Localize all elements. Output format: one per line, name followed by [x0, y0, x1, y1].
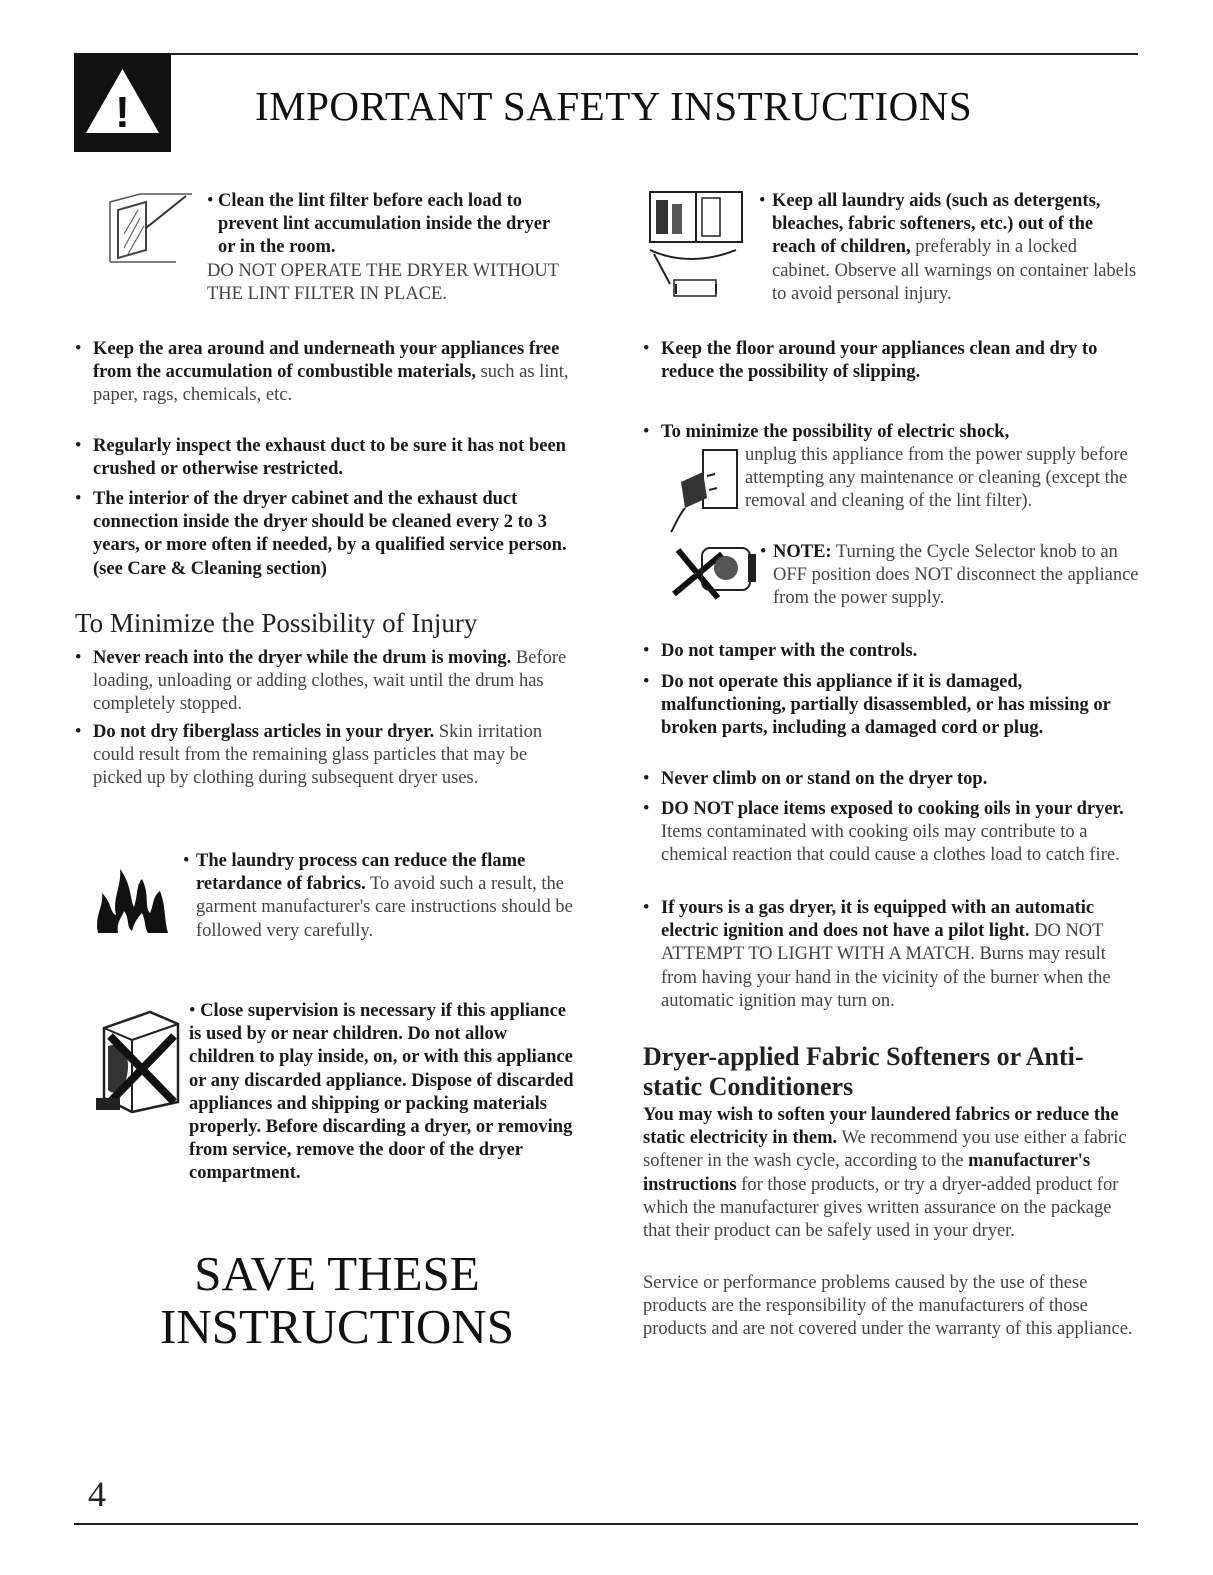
shock-detail — [745, 444, 1135, 514]
gas-item: • If yours is a gas dryer, it is equipped with an automatic electric ignition and does not have a pilot light. DO NOT ATTEMPT TO LIGHT WITH A MATCH. Burns may result from having your hand in the vicinity of the burner when the automatic ignition may turn on. — [643, 898, 1111, 1011]
oils-text: Items contaminated with cooking oils may contribute to a chemical reaction that could cause a clothes load to catch fire. — [661, 822, 1120, 866]
fiberglass-bold: Do not dry fiberglass articles in your dryer. — [93, 722, 435, 742]
top-rule — [74, 53, 1138, 55]
oils-bold: DO NOT place items exposed to cooking oils in your dryer. — [661, 799, 1124, 819]
area-item: • Keep the area around and underneath your appliances free from the accumulation of combustible materials, such as lint, paper, rags, chemicals, etc. — [75, 339, 569, 406]
fiberglass-item: • Do not dry fiberglass articles in your dryer. Skin irritation could result from the remaining glass particles that may be picked up by clothing during subsequent dryer uses. — [75, 722, 543, 789]
save-instructions — [137, 1247, 537, 1353]
shock-text: unplug this appliance from the power supply before attempting any maintenance or cleaning (except the removal and cleaning of the lint filter). — [745, 445, 1128, 512]
lint-filter-bold: Clean the lint filter before each load to prevent lint accumulation inside the dryer or in the room. — [218, 191, 550, 258]
page-title: IMPORTANT SAFETY INSTRUCTIONS — [255, 83, 973, 129]
plug-icon — [667, 442, 743, 536]
save-line-1: SAVE THESE — [194, 1246, 480, 1301]
damaged-bold: Do not operate this appliance if it is damaged, malfunctioning, partially disassembled, or has missing or broken parts, including a damaged cord or plug. — [661, 672, 1111, 739]
tamper-item: • Do not tamper with the controls. — [643, 641, 918, 661]
interior-item: • The interior of the dryer cabinet and the exhaust duct connection inside the dryer should be cleaned every 2 to 3 years, or more often if needed, by a qualified service person. (see Care & Cleaning section) — [75, 489, 567, 579]
softener-text-1: We recommend you use either a fabric softener in the wash cycle, according to the — [643, 1128, 1127, 1172]
climb-bold: Never climb on or stand on the dryer top. — [661, 769, 988, 789]
flame-text: To avoid such a result, the garment manufacturer's care instructions should be followed very carefully. — [196, 874, 573, 941]
aids-bold: Keep all laundry aids (such as detergents, bleaches, fabric softeners, etc.) out of the reach of children, — [772, 191, 1101, 258]
fiberglass-text: Skin irritation could result from the remaining glass particles that may be picked up by clothing during subsequent dryer uses. — [93, 722, 543, 789]
flame-item: • The laundry process can reduce the flame retardance of fabrics. To avoid such a result, the garment manufacturer's care instructions should be followed very carefully. — [183, 851, 573, 941]
cabinet-icon — [646, 188, 750, 298]
floor-bold: Keep the floor around your appliances clean and dry to reduce the possibility of slipping. — [661, 339, 1098, 383]
injury-heading: To Minimize the Possibility of Injury — [75, 608, 478, 638]
lint-filter-warning: DO NOT OPERATE THE DRYER WITHOUT THE LINT FILTER IN PLACE. — [207, 260, 559, 304]
lint-filter-item: • Clean the lint filter before each load to prevent lint accumulation inside the dryer or in the room. DO NOT OPERATE THE DRYER WITHOUT THE LINT FILTER IN PLACE. — [207, 190, 567, 306]
softener-text-2: for those products, or try a dryer-added product for which the manufacturer gives written assurance on the package that their product can be safely used in your dryer. — [643, 1174, 1119, 1242]
softener-bold-1: You may wish to soften your laundered fabrics or reduce the static electricity in them. — [643, 1105, 1119, 1149]
note-item: • NOTE: Turning the Cycle Selector knob to an OFF position does NOT disconnect the appliance from the power supply. — [760, 542, 1139, 609]
reach-bold: Never reach into the dryer while the drum is moving. — [93, 648, 512, 668]
interior-bold: The interior of the dryer cabinet and the exhaust duct connection inside the dryer should be cleaned every 2 to 3 years, or more often if needed, by a qualified service person. (see Care & Cleaning section) — [93, 489, 567, 579]
note-bold: NOTE: — [773, 542, 832, 562]
area-bold: Keep the area around and underneath your appliances free from the accumulation of combustible materials, — [93, 339, 560, 383]
service-text: Service or performance problems caused by the use of these products are the responsibility of the manufacturers of those products and are not covered under the warranty of this appliance. — [643, 1273, 1133, 1340]
reach-item: • Never reach into the dryer while the drum is moving. Before loading, unloading or adding clothes, wait until the drum has completely stopped. — [75, 648, 567, 715]
damaged-item: • Do not operate this appliance if it is damaged, malfunctioning, partially disassembled, or has missing or broken parts, including a damaged cord or plug. — [643, 672, 1111, 739]
climb-item: • Never climb on or stand on the dryer top. — [643, 769, 988, 789]
svg-text:!: ! — [115, 88, 130, 135]
softener-bold-2: manufacturer's instructions — [643, 1151, 1091, 1195]
page-number: 4 — [88, 1474, 106, 1514]
gas-text: DO NOT ATTEMPT TO LIGHT WITH A MATCH. Burns may result from having your hand in the vicinity of the burner when the automatic ignition may turn on. — [661, 921, 1111, 1011]
save-line-2: INSTRUCTIONS — [160, 1299, 514, 1354]
flame-bold: The laundry process can reduce the flame retardance of fabrics. — [196, 851, 526, 895]
warning-triangle-icon — [84, 67, 161, 135]
children-item: • Close supervision is necessary if this appliance is used by or near children. Do not allow children to play inside, on, or with this appliance or any discarded appliance. Dispose of discarded appliances and shipping or packing materials properly. Before discarding a dryer, or removing from service, remove the door of the dryer compartment. — [189, 1001, 574, 1184]
note-text: Turning the Cycle Selector knob to an OFF position does NOT disconnect the appliance from the power supply. — [773, 542, 1139, 609]
aids-text: preferably in a locked cabinet. Observe all warnings on container labels to avoid personal injury. — [772, 237, 1137, 304]
knob-off-icon — [668, 540, 764, 606]
reach-text: Before loading, unloading or adding clothes, wait until the drum has completely stopped. — [93, 648, 567, 715]
inspect-bold: Regularly inspect the exhaust duct to be sure it has not been crushed or otherwise restricted. — [93, 436, 566, 480]
flame-icon — [90, 855, 176, 937]
area-text: such as lint, paper, rags, chemicals, etc. — [93, 362, 569, 406]
service-paragraph — [643, 1272, 1143, 1342]
shock-bold: To minimize the possibility of electric shock, — [661, 422, 1010, 442]
aids-item: • Keep all laundry aids (such as detergents, bleaches, fabric softeners, etc.) out of the reach of children, preferably in a locked cabinet. Observe all warnings on container labels to avoid personal injury. — [759, 191, 1137, 304]
shock-item: • To minimize the possibility of electric shock, — [643, 422, 1010, 442]
lint-filter-icon — [106, 188, 198, 270]
floor-item: • Keep the floor around your appliances clean and dry to reduce the possibility of slipping. — [643, 339, 1098, 383]
bottom-rule — [74, 1523, 1138, 1525]
gas-bold: If yours is a gas dryer, it is equipped with an automatic electric ignition and does not have a pilot light. — [661, 898, 1095, 942]
softener-heading: Dryer-applied Fabric Softeners or Anti-static Conditioners — [643, 1042, 1084, 1101]
oils-item: • DO NOT place items exposed to cooking oils in your dryer. Items contaminated with cooking oils may contribute to a chemical reaction that could cause a clothes load to catch fire. — [643, 799, 1124, 866]
warning-box — [74, 53, 171, 152]
inspect-item: • Regularly inspect the exhaust duct to be sure it has not been crushed or otherwise restricted. — [75, 436, 566, 480]
tamper-bold: Do not tamper with the controls. — [661, 641, 918, 661]
softener-paragraph — [643, 1104, 1143, 1243]
children-bold: Close supervision is necessary if this appliance is used by or near children. Do not allow children to play inside, on, or with this appliance or any discarded appliance. Dispose of discarded appliances and shipping or packing materials properly. Before discarding a dryer, or removing from service, remove the door of the dryer compartment. — [189, 1001, 574, 1184]
